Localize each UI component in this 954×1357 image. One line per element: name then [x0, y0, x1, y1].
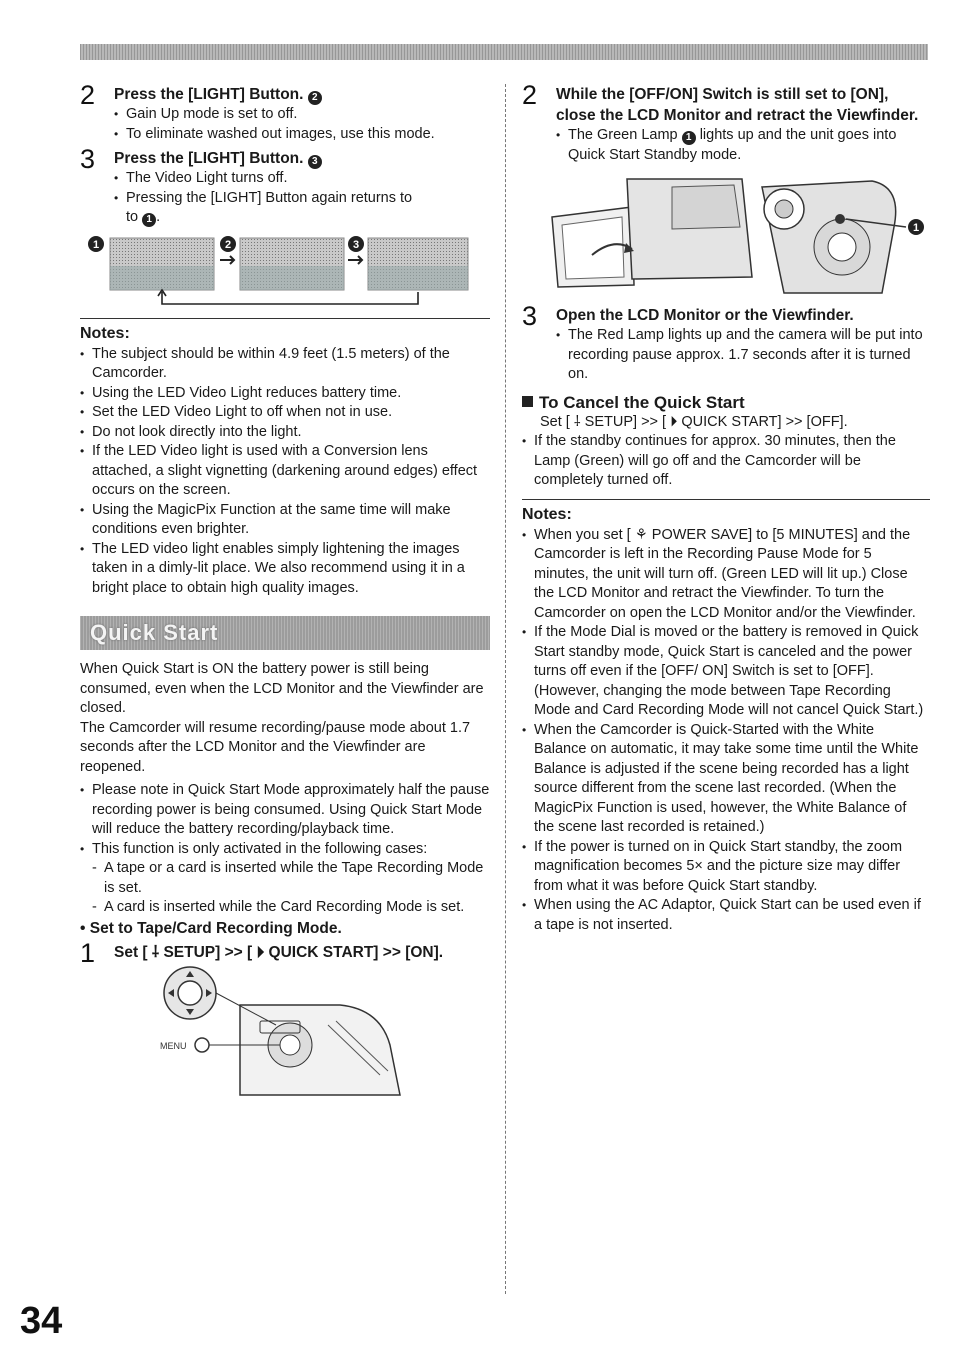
step-title: Press the [LIGHT] Button. 3: [114, 148, 490, 169]
list-item: • Using the MagicPix Function at the same time will make conditions even brighter.: [80, 501, 490, 540]
list-item: • If the power is turned on in Quick Start standby, the zoom magnification becomes 5× and the picture size may differ from what it was before Quick Start standby.: [522, 838, 930, 897]
step-number: 3: [522, 301, 538, 331]
notes-rule: [80, 318, 490, 319]
quick-start-list: [80, 781, 490, 859]
step-title: While the [OFF/ON] Switch is still set to [ON], close the LCD Monitor and retract the Viewfinder.: [556, 86, 919, 124]
list-item: • The Green Lamp 1 lights up and the unit goes into Quick Start Standby mode.: [556, 126, 930, 165]
list-item: • When you set [ ⚘ POWER SAVE] to [5 MINUTES] and the Camcorder is left in the Recording Pause Mode for 5 minutes, the unit will turn off. (Green LED will lit up.) Close the LCD Monitor and retract the Viewfinder. To turn the Camcorder on open the LCD Monitor and/or the Viewfinder.: [522, 526, 930, 624]
screen-image-2: [240, 238, 344, 290]
list-item: • Using the LED Video Light reduces battery time.: [80, 384, 490, 404]
camcorder-viewfinder-illustration: [762, 181, 906, 293]
step-number: 1: [80, 937, 96, 968]
svg-text:1: 1: [912, 222, 920, 234]
left-step-1: [80, 937, 490, 968]
step-number: 2: [80, 80, 96, 110]
step-title: Press the [LIGHT] Button. 2: [114, 84, 490, 105]
list-item: • If the standby continues for approx. 30 minutes, then the Lamp (Green) will go off and the Camcorder will be completely turned off.: [522, 432, 930, 491]
list-item: • Please note in Quick Start Mode approximately half the pause recording power is being consumed. Using Quick Start Mode will reduce the battery recording/playback time.: [80, 781, 490, 840]
step-number: 2: [522, 80, 538, 110]
screen-image-3: [368, 238, 468, 290]
light-cycle-figure: [80, 230, 490, 310]
page-number: 34: [20, 1300, 63, 1342]
square-bullet-icon: [522, 396, 533, 407]
marker-1-icon: 1: [682, 131, 696, 145]
list-item: • The LED video light enables simply lightening the images taken in a dimly-lit place. We also recommend using it in a bright place to obtain high quality images.: [80, 540, 490, 599]
notes-list: [522, 526, 930, 936]
column-divider: [505, 84, 506, 1294]
list-item: - A card is inserted while the Card Recording Mode is set.: [80, 898, 490, 918]
list-item: • When using the AC Adaptor, Quick Start can be used even if a tape is not inserted.: [522, 896, 930, 935]
right-step-3: [522, 301, 930, 385]
left-column: [80, 80, 490, 1105]
marker-3-icon: 3: [308, 155, 322, 169]
list-item: • Do not look directly into the light.: [80, 423, 490, 443]
svg-text:3: 3: [352, 238, 360, 251]
step-number: 3: [80, 144, 96, 174]
cancel-heading: To Cancel the Quick Start: [522, 393, 930, 413]
left-step-2: [80, 80, 490, 144]
marker-2-icon: 2: [308, 91, 322, 105]
right-column: [522, 80, 930, 935]
camcorder-lcd-illustration: [552, 179, 752, 287]
return-arrow-icon: [158, 290, 418, 304]
list-item: • The Video Light turns off.: [114, 169, 490, 189]
cycle-marker-2: [220, 236, 236, 252]
list-item: • Pressing the [LIGHT] Button again returns to to 1 .: [114, 189, 490, 228]
step-title: Set [ ⸸ SETUP] >> [ ⏵ QUICK START] >> [ON].: [114, 943, 444, 961]
list-item: • Gain Up mode is set to off.: [114, 105, 490, 125]
cycle-marker-1: [88, 236, 104, 252]
quick-start-standby-figure: [522, 167, 930, 297]
list-item: • The subject should be within 4.9 feet (1.5 meters) of the Camcorder.: [80, 345, 490, 384]
list-item: • To eliminate washed out images, use this mode.: [114, 125, 490, 145]
list-item: • When the Camcorder is Quick-Started with the White Balance on automatic, it may take some time until the White Balance is adjusted if the scene being recorded has a light source different from the scene last recorded. (When the MagicPix Function is used, however, the White Balance of the scene last recorded is retained.): [522, 721, 930, 838]
list-item: • Set the LED Video Light to off when not in use.: [80, 403, 490, 423]
section-title: Quick Start: [90, 620, 219, 645]
cancel-list: [522, 432, 930, 491]
step-title: Open the LCD Monitor or the Viewfinder.: [556, 307, 854, 324]
list-item: - A tape or a card is inserted while the Tape Recording Mode is set.: [80, 859, 490, 898]
screen-image-1: [110, 238, 214, 290]
arrow-right-icon: [348, 256, 362, 264]
set-mode-instruction: • Set to Tape/Card Recording Mode.: [80, 919, 342, 937]
joystick-icon: [164, 967, 216, 1019]
notes-list: [80, 345, 490, 599]
svg-text:1: 1: [92, 238, 100, 251]
list-item: • If the Mode Dial is moved or the battery is removed in Quick Start standby mode, Quick Start is canceled and the power turns off even if the [OFF/ ON] Switch is set to [OFF]. (However, changing the mode between Tape Recording Mode and Card Recording Mode will not cancel Quick Start.): [522, 623, 930, 721]
cycle-marker-3: [348, 236, 364, 252]
notes-heading: Notes:: [522, 505, 572, 523]
list-item: • The Red Lamp lights up and the camera will be put into recording pause approx. 1.7 seconds after it is turned on.: [556, 326, 930, 385]
cancel-instruction: Set [ ⸸ SETUP] >> [ ⏵ QUICK START] >> [OFF].: [540, 413, 848, 430]
left-step-3: [80, 144, 490, 228]
section-banner: [80, 616, 490, 650]
camcorder-menu-figure: [80, 965, 420, 1105]
header-band: [80, 44, 928, 60]
arrow-right-icon: [220, 256, 234, 264]
intro-paragraph: The Camcorder will resume recording/pause mode about 1.7 seconds after the LCD Monitor and the Viewfinder are reopened.: [80, 719, 471, 775]
list-item: • If the LED Video light is used with a Conversion lens attached, a slight vignetting (darkening around edges) effect occurs on the screen.: [80, 442, 490, 501]
marker-1-icon: [908, 219, 924, 235]
marker-1-icon: 1: [142, 213, 156, 227]
intro-paragraph: When Quick Start is ON the battery power is still being consumed, even when the LCD Monitor and the Viewfinder are closed.: [80, 661, 484, 716]
list-item: • This function is only activated in the following cases:: [80, 840, 490, 860]
notes-heading: Notes:: [80, 324, 130, 342]
svg-text:MENU: MENU: [160, 1040, 187, 1051]
notes-rule: [522, 499, 930, 500]
right-step-2: [522, 80, 930, 165]
svg-text:2: 2: [224, 238, 232, 251]
